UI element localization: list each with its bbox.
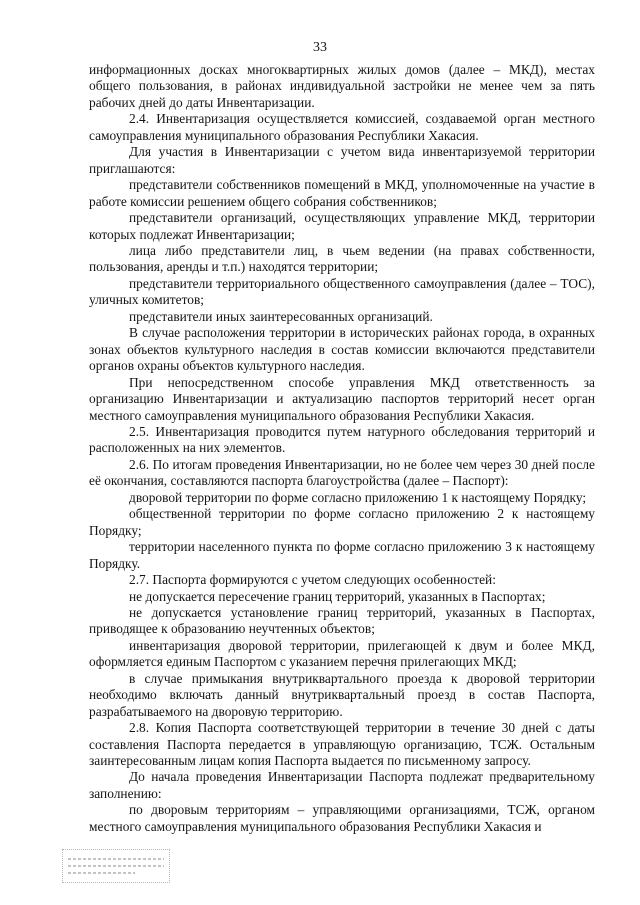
paragraph: лица либо представители лиц, в чьем ведении (на правах собственности, пользования, аренды и т.п.) находятся территории; <box>89 242 595 275</box>
paragraph: представители собственников помещений в МКД, уполномоченные на участие в работе комиссии решением общего собрания собственников; <box>89 177 595 209</box>
paragraph: по дворовым территориям – управляющими организациями, ТСЖ, органом местного самоуправления муниципального образования Республики Хакасия и <box>89 802 595 834</box>
paragraph: представители организаций, осуществляющих управление МКД, территории которых подлежат Инвентаризации; <box>89 210 595 242</box>
paragraph: 2.8. Копия Паспорта соответствующей территории в течение 30 дней с даты составления Паспорта передается в управляющую организацию, ТСЖ. Остальным заинтересованным лицам копия Паспорта выдается по письменному запросу. <box>89 720 595 769</box>
paragraph: представители территориального общественного самоуправления (далее – ТОС), уличных комитетов; <box>89 275 595 308</box>
paragraph: инвентаризация дворовой территории, прилегающей к двум и более МКД, оформляется единым Паспортом с указанием перечня прилегающих МКД; <box>89 637 595 670</box>
page-number: 33 <box>313 40 327 55</box>
paragraph: территории населенного пункта по форме согласно приложению 3 к настоящему Порядку. <box>89 539 595 571</box>
paragraph: 2.4. Инвентаризация осуществляется комиссией, создаваемой орган местного самоуправления муниципального образования Республики Хакасия. <box>89 111 595 143</box>
paragraph: 2.6. По итогам проведения Инвентаризации, но не более чем через 30 дней после её окончания, составляются паспорта благоустройства (далее – Паспорт): <box>89 456 595 489</box>
paragraph: дворовой территории по форме согласно приложению 1 к настоящему Порядку; <box>129 489 587 505</box>
paragraph: Для участия в Инвентаризации с учетом вида инвентаризуемой территории приглашаются: <box>89 144 595 176</box>
document-body <box>89 62 595 835</box>
paragraph: В случае расположения территории в исторических районах города, в охранных зонах объектов культурного наследия в состав комиссии включаются представители органов охраны объектов культурного наследия. <box>89 325 595 374</box>
paragraph: общественной территории по форме согласно приложению 2 к настоящему Порядку; <box>89 506 595 538</box>
paragraph: информационных досках многоквартирных жилых домов (далее – МКД), местах общего пользования, в районах индивидуальной застройки не менее чем за пять рабочих дней до даты Инвентаризации. <box>89 62 595 110</box>
faint-stamp <box>62 849 170 883</box>
paragraph: 2.5. Инвентаризация проводится путем натурного обследования территорий и расположенных на них элементов. <box>89 423 595 456</box>
paragraph: При непосредственном способе управления МКД ответственность за организацию Инвентаризации и актуализацию паспортов территорий несет орган местного самоуправления муниципального образования Республики Хакасия. <box>89 374 595 423</box>
paragraph: в случае примыкания внутриквартального проезда к дворовой территории необходимо включать данный внутриквартальный проезд в состав Паспорта, разрабатываемого на дворовую территорию. <box>89 670 595 719</box>
paragraph: До начала проведения Инвентаризации Паспорта подлежат предварительному заполнению: <box>89 769 595 801</box>
paragraph: не допускается установление границ территорий, указанных в Паспортах, приводящее к образованию неучтенных объектов; <box>89 604 595 637</box>
paragraph: представители иных заинтересованных организаций. <box>129 308 433 324</box>
paragraph: не допускается пересечение границ территорий, указанных в Паспортах; <box>129 588 546 604</box>
paragraph: 2.7. Паспорта формируются с учетом следующих особенностей: <box>129 572 496 588</box>
